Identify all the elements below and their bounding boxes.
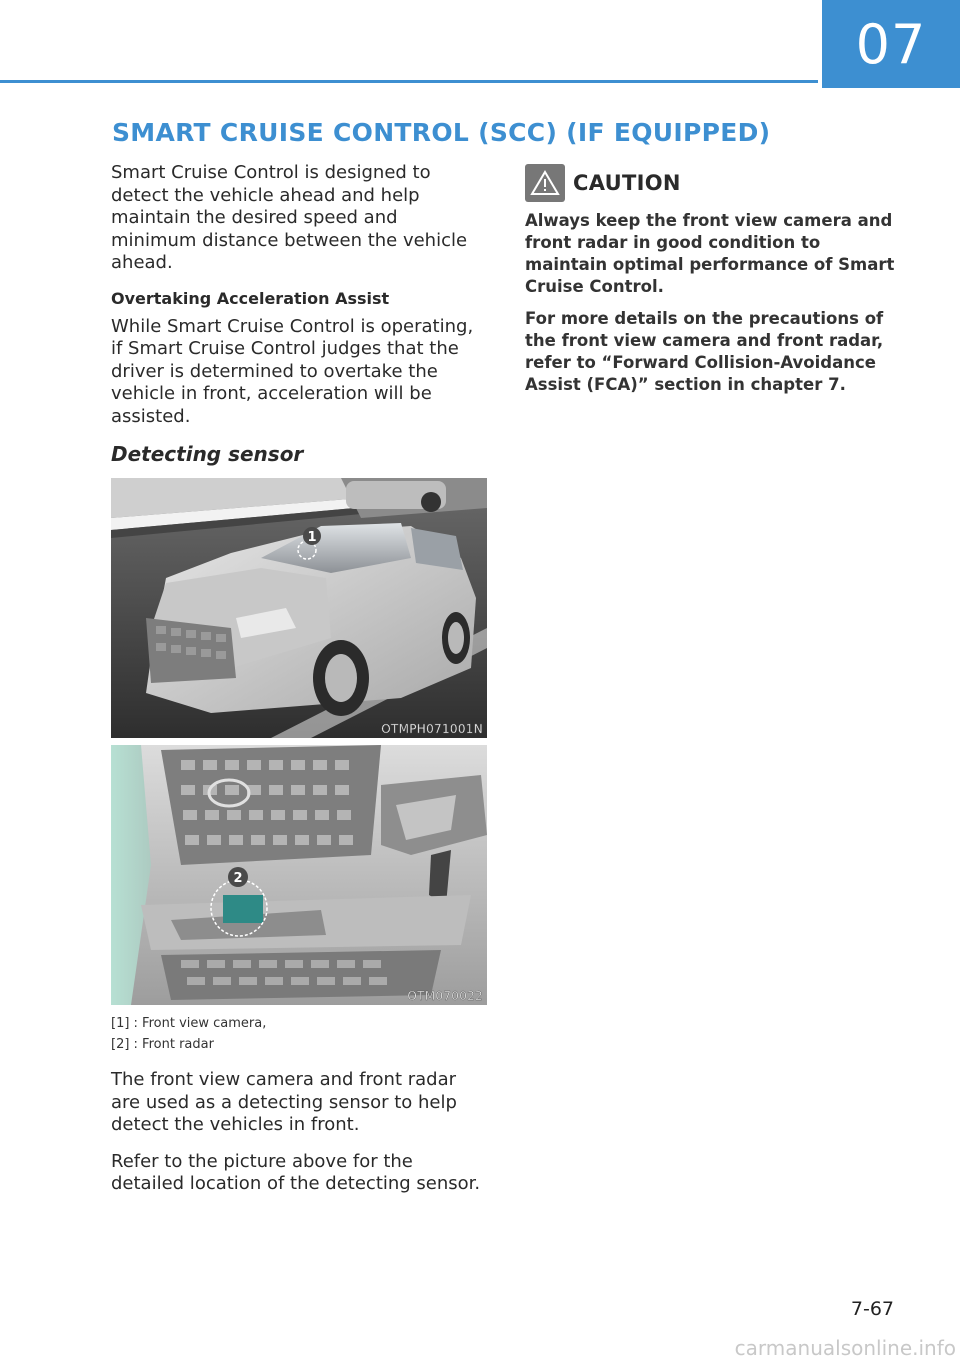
vehicle-camera-figure [111, 478, 487, 738]
figure2-code: OTM070022 [407, 989, 483, 1003]
caption-radar: [2] : Front radar [111, 1037, 214, 1052]
overtaking-subheading: Overtaking Acceleration Assist [111, 288, 390, 308]
radar-marker-label: 2 [233, 871, 243, 886]
vehicle-radar-figure [111, 745, 487, 1005]
warning-triangle-icon [525, 164, 565, 202]
page-number: 7-67 [850, 1298, 894, 1320]
caption-camera: [1] : Front view camera, [111, 1016, 267, 1031]
intro-paragraph: Smart Cruise Control is designed to detect the vehicle ahead and help maintain the desired speed and minimum distance between the vehicle ahead. [111, 162, 468, 273]
watermark: carmanualsonline.info [734, 1336, 956, 1360]
location-paragraph: Refer to the picture above for the detailed location of the detecting sensor. [111, 1150, 481, 1194]
detecting-sensor-heading: Detecting sensor [111, 442, 304, 466]
header-rule [0, 80, 818, 83]
caution-label: CAUTION [573, 171, 681, 195]
left-column [111, 162, 487, 1210]
caution-paragraph-1: Always keep the front view camera and front radar in good condition to maintain optimal performance of Smart Cruise Control. [525, 211, 895, 296]
chapter-tab [822, 0, 960, 88]
right-column [525, 164, 905, 406]
sensor-paragraph: The front view camera and front radar are used as a detecting sensor to help detect the vehicles in front. [111, 1069, 457, 1135]
vehicle-illustration [111, 478, 487, 738]
section-title: SMART CRUISE CONTROL (SCC) (IF EQUIPPED) [112, 118, 771, 147]
front-bumper-illustration [111, 745, 487, 1005]
chapter-number: 07 [855, 12, 927, 76]
caution-header [525, 164, 905, 202]
figure-captions [111, 1013, 487, 1055]
caution-paragraph-2: For more details on the precautions of the front view camera and front radar, refer to “Forward Collision-Avoidance Assist (FCA)” section in chapter 7. [525, 309, 884, 394]
overtaking-paragraph: While Smart Cruise Control is operating, if Smart Cruise Control judges that the driver is determined to overtake the vehicle in front, acceleration will be assisted. [111, 315, 474, 427]
camera-marker-label: 1 [307, 530, 317, 545]
figure1-code: OTMPH071001N [381, 722, 483, 736]
